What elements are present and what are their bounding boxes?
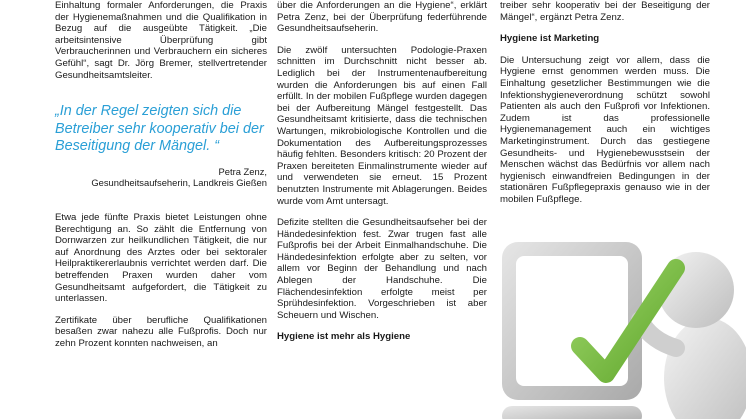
paragraph: Einhaltung formaler Anforderungen, die Praxis der Hygienemaßnahmen und die Qualifikation in Bezug auf die ausgeübte Tätigkeit. „Die arbeitsintensive Überprüfung gibt Verbraucherinnen und Verbrauchern ein sicheres Gefühl“, sagt Dr. Jörg Bremer, stellvertretender Gesundheitsamtsleiter.	[55, 0, 267, 81]
article-column-3	[500, 0, 710, 216]
paragraph: Zertifikate über berufliche Qualifikationen besaßen zwar nahezu alle Fußprofis. Doch nur zehn Prozent konnten nachweisen, an	[55, 314, 267, 349]
attribution-name: Petra Zenz,	[218, 165, 267, 177]
paragraph: Die Untersuchung zeigt vor allem, dass die Hygiene ernst genommen werden muss. Die Einhaltung gesetzlicher Bestimmungen wie die Infektionshygieneverordnung schützt sowohl Patienten als auch den Fußprofi vor Infektionen. Zudem ist das professionelle Hygienemanagement auch ein wichtiges Marketinginstrument. Durch das gestiegene Gesundheits- und Hygienebewusstsein der Menschen wächst das Bedürfnis vor allem nach hygienisch einwandfreien Bedingungen in der stationären Fußpflegepraxis genauso wie in der mobilen Fußpflege.	[500, 54, 710, 205]
figure-with-checkmark-illustration	[480, 228, 746, 419]
paragraph: Defizite stellten die Gesundheitsaufseher bei der Händedesinfektion fest. Zwar trugen fast alle Fußprofis bei der Arbeit Einmalhandschuhe. Die Händedesinfektion erfolgte aber zu selten, vor allem vor Beginn der Behandlung und nach Ablegen der Handschuhe. Die Flächendesinfektion erfolgte meist per Sprühdesinfektion. Vorgeschrieben ist aber Scheuern und Wischen.	[277, 217, 487, 321]
paragraph: Die zwölf untersuchten Podologie-Praxen schnitten im Durchschnitt nicht besser ab. Lediglich bei der Instrumentenaufbereitung wurden die Anforderungen bis auf einen Fall erfüllt. In der mobilen Fußpflege wurden dagegen bei der Aufbereitung Mängel festgestellt. Das Gesundheitsamt kritisierte, dass die technischen Wartungen, mikrobiologische Kontrollen und die Dokumentation des Aufbereitungsprozesses häufig fehlten. Besonders kritisch: 20 Prozent der Praxen bereiteten Einmalinstrumente wieder auf und verwendeten sie erneut. 15 Prozent benutzten Instrumente mit Ablagerungen. Beides wurde vom Amt untersagt.	[277, 44, 487, 207]
figure-body	[664, 318, 746, 419]
quote-attribution	[55, 166, 267, 188]
second-checkbox-frame	[502, 406, 642, 419]
paragraph: Etwa jede fünfte Praxis bietet Leistungen ohne Berechtigung an. So zählt die Entfernung von Dornwarzen zur heilkundlichen Tätigkeit, die nur auf Anordnung des Arztes oder bei sektoraler Heilpraktikererlaubnis verrichtet werden darf. Die betreffenden Praxen wurden daher vom Gesundheitsamt aufgefordert, die Tätigkeit zu unterlassen.	[55, 212, 267, 305]
paragraph: treiber sehr kooperativ bei der Beseitigung der Mängel“, ergänzt Petra Zenz.	[500, 0, 710, 23]
pull-quote: „In der Regel zeigten sich die Betreiber sehr kooperativ bei der Beseitigung der Mängel. “	[55, 103, 264, 155]
article-column-1	[55, 0, 267, 360]
article-column-2	[277, 0, 487, 353]
section-heading: Hygiene ist Marketing	[500, 33, 600, 45]
paragraph: über die Anforderungen an die Hygiene“, erklärt Petra Zenz, bei der Überprüfung federführende Gesundheitsaufseherin.	[277, 0, 487, 35]
attribution-role: Gesundheitsaufseherin, Landkreis Gießen	[91, 176, 267, 188]
section-heading: Hygiene ist mehr als Hygiene	[277, 331, 411, 343]
